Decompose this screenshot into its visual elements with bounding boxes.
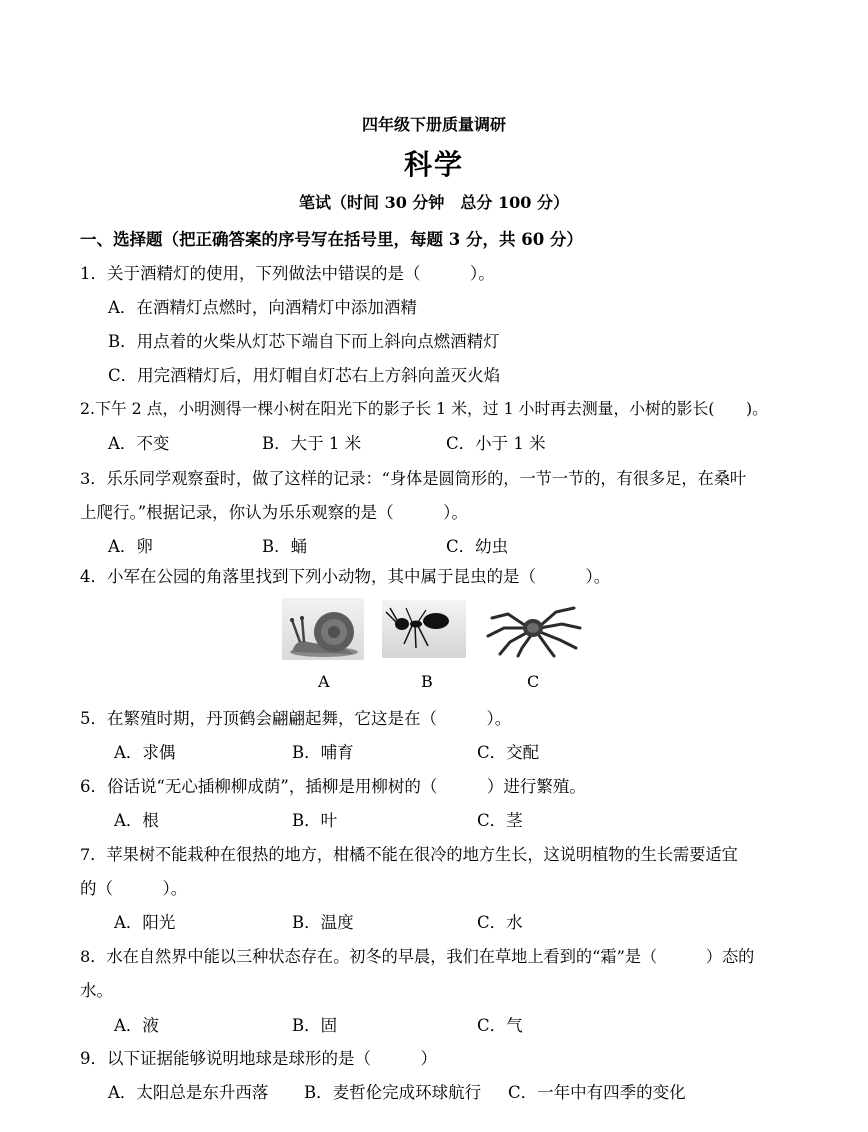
question-7-option-b: B．温度 <box>292 913 354 932</box>
question-7-option-c: C．水 <box>477 913 523 932</box>
question-7-stem-line-2: 的（ ）。 <box>80 879 188 898</box>
spider-icon <box>482 598 584 658</box>
question-7-option-a: A．阳光 <box>114 913 176 932</box>
question-6-option-a: A．根 <box>114 811 159 830</box>
question-2-option-a: A．不变 <box>108 434 170 453</box>
question-6-option-c: C．茎 <box>477 811 523 830</box>
question-1-option-c: C．用完酒精灯后，用灯帽自灯芯右上方斜向盖灭火焰 <box>108 366 501 385</box>
question-9-option-a: A．太阳总是东升西落 <box>108 1083 269 1102</box>
question-1-option-a: A．在酒精灯点燃时，向酒精灯中添加酒精 <box>108 298 417 317</box>
question-7-stem-line-1: 7．苹果树不能栽种在很热的地方，柑橘不能在很冷的地方生长，这说明植物的生长需要适宜 <box>80 845 738 864</box>
question-1-stem: 1．关于酒精灯的使用，下列做法中错误的是（ ）。 <box>80 264 495 283</box>
question-9-option-c: C．一年中有四季的变化 <box>508 1083 686 1102</box>
question-4-stem: 4．小军在公园的角落里找到下列小动物，其中属于昆虫的是（ ）。 <box>80 567 611 586</box>
question-8-option-c: C．气 <box>477 1016 523 1035</box>
question-3-stem-line-2: 上爬行。”根据记录，你认为乐乐观察的是（ ）。 <box>80 503 468 522</box>
question-2-option-b: B．大于 1 米 <box>262 434 362 453</box>
question-3-option-b: B．蛹 <box>262 537 308 556</box>
question-6-stem: 6．俗话说“无心插柳柳成荫”，插柳是用柳树的（ ）进行繁殖。 <box>80 777 586 796</box>
question-8-option-b: B．固 <box>292 1016 338 1035</box>
image-label-b: B <box>421 672 433 691</box>
question-3-option-a: A．卵 <box>108 537 153 556</box>
question-9-option-b: B．麦哲伦完成环球航行 <box>304 1083 482 1102</box>
question-2-option-c: C．小于 1 米 <box>446 434 546 453</box>
question-5-option-a: A．求偶 <box>114 743 176 762</box>
exam-note: 笔试（时间 30 分钟 总分 100 分） <box>299 193 569 212</box>
question-5-stem: 5．在繁殖时期，丹顶鹤会翩翩起舞，它这是在（ ）。 <box>80 709 512 728</box>
ant-icon <box>382 600 466 658</box>
image-label-a: A <box>318 672 330 691</box>
page-subtitle: 四年级下册质量调研 <box>361 115 506 134</box>
question-9-stem: 9．以下证据能够说明地球是球形的是（ ） <box>80 1049 437 1068</box>
question-2-stem: 2.下午 2 点，小明测得一棵小树在阳光下的影子长 1 米，过 1 小时再去测量，小树的影长( )。 <box>80 399 768 418</box>
question-1-option-b: B．用点着的火柴从灯芯下端自下而上斜向点燃酒精灯 <box>108 332 500 351</box>
question-5-option-c: C．交配 <box>477 743 540 762</box>
image-label-c: C <box>527 672 540 691</box>
question-6-option-b: B．叶 <box>292 811 338 830</box>
section-heading: 一、选择题（把正确答案的序号写在括号里，每题 3 分，共 60 分） <box>80 230 583 249</box>
question-3-option-c: C．幼虫 <box>446 537 509 556</box>
question-8-option-a: A．液 <box>114 1016 159 1035</box>
question-3-stem-line-1: 3．乐乐同学观察蚕时，做了这样的记录：“身体是圆筒形的，一节一节的，有很多足，在桑叶 <box>80 469 747 488</box>
question-8-stem-line-1: 8．水在自然界中能以三种状态存在。初冬的早晨，我们在草地上看到的“霜”是（ ）态的 <box>80 947 755 966</box>
snail-icon <box>282 598 364 660</box>
question-5-option-b: B．哺育 <box>292 743 354 762</box>
page-title: 科学 <box>403 148 464 181</box>
question-8-stem-line-2: 水。 <box>80 981 113 1000</box>
